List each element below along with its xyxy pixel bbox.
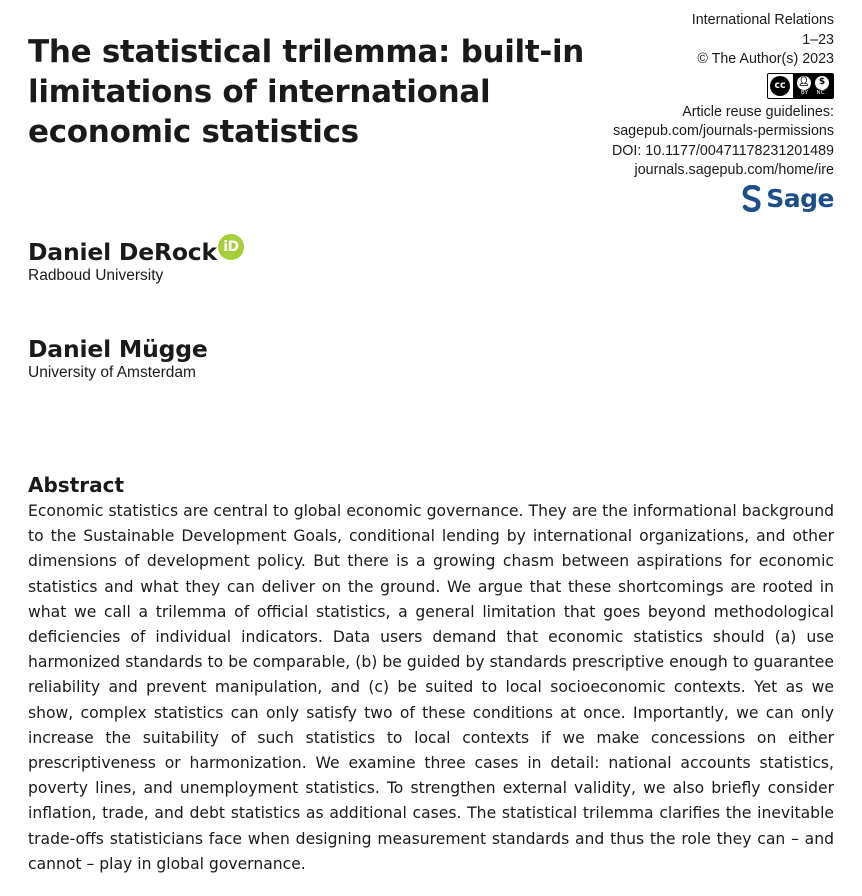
author-block-2	[28, 335, 208, 383]
sage-logo[interactable]	[742, 185, 834, 213]
sage-s-icon	[742, 185, 762, 213]
journal-name: International Relations	[691, 12, 834, 28]
author-affiliation: University of Amsterdam	[28, 364, 196, 381]
author-block-1	[28, 234, 244, 286]
cc-terms	[793, 74, 833, 98]
page-range: 1–23	[802, 31, 834, 48]
author-name: Daniel Mügge	[28, 335, 208, 363]
journal-homepage-link[interactable]: journals.sagepub.com/home/ire	[634, 162, 834, 178]
cc-icon: cc	[770, 76, 790, 96]
reuse-guidelines-label: Article reuse guidelines:	[682, 103, 834, 120]
license-badge-row	[534, 70, 834, 103]
by-attribution-icon: 👤︎	[797, 76, 811, 90]
abstract-text: Economic statistics are central to global economic governance. They are the informational background to the Sustainable Development Goals, conditional lending by international organizations, and other dimensions of development policy. But there is a growing chasm between aspirations for economic statistics and what they can deliver on the ground. We argue that these shortcomings are rooted in what we call a trilemma of official statistics, a general limitation that goes beyond methodological deficiencies of individual indicators. Data users demand that economic statistics should (a) use harmonized standards to be comparable, (b) be guided by standards prescriptive enough to guarantee reliability and prevent manipulation, and (c) be suited to local socioeconomic contexts. Yet as we show, complex statistics can only satisfy two of these conditions at once. Importantly, we can only increase the suitability of such statistics to local contexts if we make concessions on either prescriptiveness or harmonization. We examine three cases in detail: national accounts statistics, poverty lines, and unemployment statistics. To strengthen external validity, we also briefly consider inflation, trade, and debt statistics as additional cases. The statistical trilemma clarifies the inevitable trade-offs statisticians face when designing measurement standards and thus the role they can – and cannot – play in global governance.	[28, 502, 834, 873]
copyright-notice: © The Author(s) 2023	[697, 51, 834, 67]
author-affiliation: Radboud University	[28, 267, 164, 284]
doi-link[interactable]: DOI: 10.1177/00471178231201489	[611, 142, 834, 159]
sage-wordmark: Sage	[766, 183, 834, 213]
cc-license-badge[interactable]	[767, 73, 834, 99]
abstract-heading: Abstract	[28, 473, 125, 497]
cc-by-label: BY	[801, 89, 809, 96]
author-name-text: Daniel DeRock	[28, 238, 217, 266]
nc-noncommercial-icon: $	[815, 76, 829, 90]
orcid-icon[interactable]: iD	[218, 234, 244, 260]
article-title: The statistical trilemma: built-in limitations of international economic statistics	[28, 34, 585, 150]
cc-nc-label: NC	[816, 89, 825, 96]
author-name	[28, 234, 244, 266]
reuse-guidelines-link[interactable]: sagepub.com/journals-permissions	[613, 123, 834, 139]
journal-meta	[534, 11, 834, 219]
